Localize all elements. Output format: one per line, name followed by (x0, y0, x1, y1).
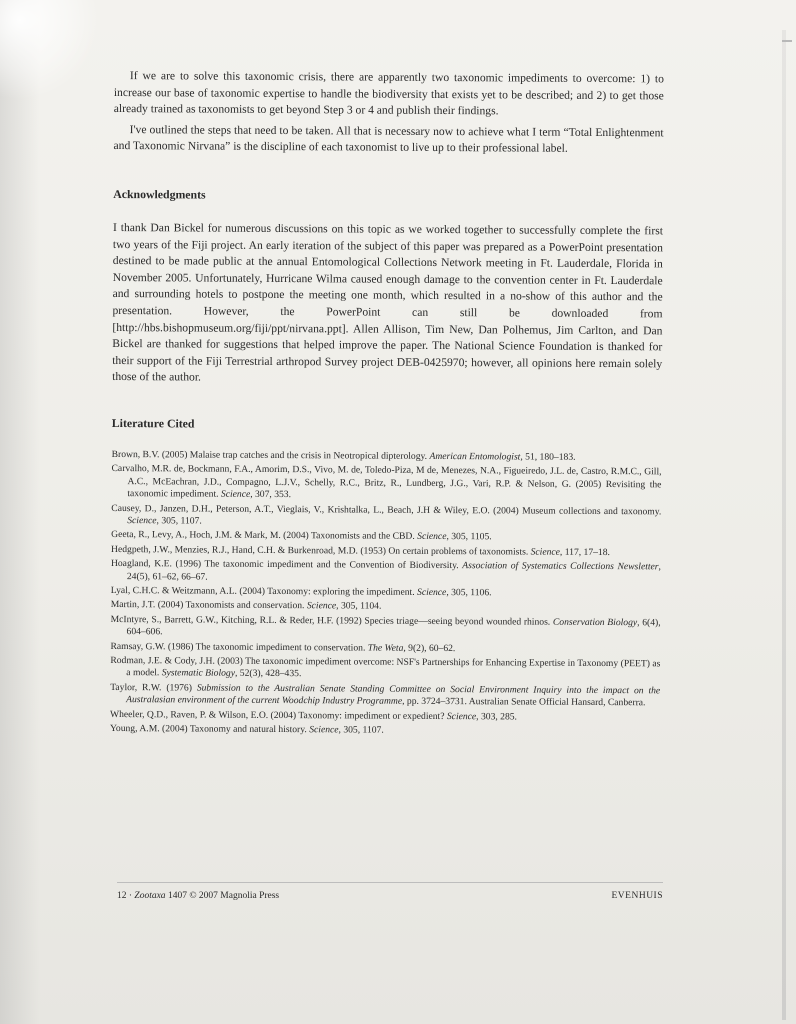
page-edge (782, 30, 786, 1020)
reference-details: , 305, 1105. (446, 531, 492, 543)
reference-list (110, 449, 662, 739)
reference-entry (111, 529, 661, 545)
reference-entry (110, 682, 660, 710)
reference-source: Science (417, 531, 447, 543)
reference-details: , 9(2), 60–62. (403, 642, 456, 654)
reference-details: , 117, 17–18. (559, 546, 610, 558)
reference-text: Causey, D., Janzen, D.H., Peterson, A.T., Vieglais, V., Krishtalka, L., Beach, J.H & Wiley, E.O. (2004) Museum collections and taxonomy. (111, 502, 662, 517)
acknowledgments-heading: Acknowledgments (113, 186, 206, 202)
reference-source: Science (530, 546, 560, 558)
page-footer (117, 882, 663, 901)
reference-source: Conservation Biology (552, 616, 638, 628)
page-content (110, 68, 664, 741)
reference-details: , 24(5), 61–62, 66–67. (126, 561, 661, 583)
reference-details: , pp. 3724–3731. Australian Senate Official Hansard, Canberra. (402, 695, 646, 709)
reference-text: Hedgpeth, J.W., Menzies, R.J., Hand, C.H. & Burkenroad, M.D. (1953) On certain problems of taxonomists. (111, 543, 531, 558)
reference-entry (110, 641, 660, 657)
reference-text: Brown, B.V. (2005) Malaise trap catches and the crisis in Neotropical dipterology. (111, 448, 430, 462)
reference-entry (110, 723, 660, 739)
reference-entry (111, 463, 661, 504)
reference-details: , 307, 353. (250, 488, 292, 501)
footer-citation (117, 891, 279, 901)
reference-entry (111, 558, 661, 586)
reference-source: Science (309, 724, 339, 736)
reference-source: Submission to the Australian Senate Standing Committee on Social Environment Inquiry into the impact on the Australasian environment of the current Woodchip Industry Programme (126, 682, 661, 707)
reference-details: , 305, 1106. (446, 587, 492, 599)
literature-cited-heading: Literature Cited (111, 415, 195, 431)
reference-text: Lyal, C.H.C. & Weitzmann, A.L. (2004) Taxonomy: exploring the impediment. (110, 584, 418, 598)
footer-separator: · (128, 891, 133, 901)
reference-source: Science (220, 488, 251, 500)
acknowledgments-text: I thank Dan Bickel for numerous discussions on this topic as we worked together to successfully complete the first two years of the Fiji project. An early iteration of the subject of this paper was prepared as a PowerPoint presentation destined to be made public at the annual Entomological Collections Network meeting in Ft. Lauderdale, Florida in November 2005. Unfortunately, Hurricane Wilma caused enough damage to the convention center in Ft. Lauderdale and surrounding hotels to postpone the meeting one month, which resulted in a no-show of this author and the presentation. However, the PowerPoint can still be downloaded from [http://hbs.bishopmuseum.org/fiji/ppt/nirvana.ppt]. Allen Allison, Tim New, Dan Polhemus, Jim Carlton, and Dan Bickel are thanked for suggestions that helped improve the paper. The National Science Foundation is thanked for their support of the Fiji Terrestrial arthropod Survey project DEB-0425970; however, all opinions here remain solely those of the author. (112, 220, 664, 384)
reference-source: Science (127, 515, 157, 527)
reference-text: Rodman, J.E. & Cody, J.H. (2003) The taxonomic impediment overcome: NSF's Partnerships for Enhancing Expertise in Taxonomy (PEET) as a model. (110, 654, 661, 679)
reference-details: , 52(3), 428–435. (234, 668, 302, 680)
reference-text: Young, A.M. (2004) Taxonomy and natural history. (109, 723, 310, 736)
reference-source: Association of Systematics Collections Newsletter (462, 560, 659, 573)
reference-entry (112, 449, 662, 465)
page-number: 12 (117, 891, 127, 901)
light-glare (0, 0, 100, 100)
edge-mark (782, 40, 792, 42)
reference-entry (111, 614, 661, 642)
journal-name: Zootaxa (134, 891, 166, 901)
reference-source: Science (306, 600, 337, 612)
reference-source: The Weta (367, 642, 404, 654)
reference-entry (110, 709, 660, 725)
running-head-author: EVENHUIS (611, 891, 663, 901)
reference-source: Systematic Biology (161, 667, 236, 680)
body-paragraph-1: If we are to solve this taxonomic crisis, there are apparently two taxonomic impediments to overcome: 1) to increase our base of taxonomic expertise to handle the biodiversity that exists yet to be described; and 2) to get those already trained as taxonomists to get beyond Step 3 or 4 and publish their findings. (113, 69, 664, 118)
reference-details: , 303, 285. (476, 710, 518, 723)
reference-text: Martin, J.T. (2004) Taxonomists and conservation. (110, 599, 307, 612)
reference-text: Geeta, R., Levy, A., Hoch, J.M. & Mark, M. (2004) Taxonomists and the CBD. (111, 529, 418, 543)
reference-text: Taylor, R.W. (1976) (110, 681, 197, 694)
reference-entry (111, 585, 661, 601)
reference-details: , 51, 180–183. (520, 451, 576, 463)
reference-source: American Entomologist (429, 450, 521, 463)
reference-entry (111, 544, 661, 560)
reference-details: , 305, 1107. (338, 724, 384, 736)
footer-volume-copyright: 1407 © 2007 Magnolia Press (167, 891, 280, 901)
reference-entry (111, 503, 661, 531)
reference-entry (110, 655, 660, 683)
body-paragraph-2: I've outlined the steps that need to be taken. All that is necessary now to achieve what I term “Total Enlightenment and Taxonomic Nirvana” is the discipline of each taxonomist to live up to their professional label. (113, 122, 664, 156)
reference-text: Hoagland, K.E. (1996) The taxonomic impediment and the Convention of Biodiversity. (110, 558, 463, 572)
reference-source: Science (417, 586, 447, 599)
reference-text: Ramsay, G.W. (1986) The taxonomic impediment to conservation. (110, 640, 368, 654)
reference-details: , 6(4), 604–606. (126, 616, 661, 638)
reference-text: Wheeler, Q.D., Raven, P. & Wilson, E.O. (2004) Taxonomy: impediment or expedient? (110, 708, 447, 722)
page-shadow (0, 0, 40, 1024)
reference-details: , 305, 1107. (156, 515, 202, 527)
reference-text: Carvalho, M.R. de, Bockmann, F.A., Amorim, D.S., Vivo, M. de, Toledo-Piza, M de, Menezes, N.A., Figueiredo, J.L. de, Castro, R.M.C., Gill, A.C., McEachran, J.D., Compagno, L.J.V., Schelly, R.C., Britz, R., Lundberg, J.G., Vari, R.P. & Nelson, G. (2005) Revisiting the taxonomic impediment. (111, 463, 662, 500)
reference-details: , 305, 1104. (336, 600, 382, 613)
reference-text: McIntyre, S., Barrett, G.W., Kitching, R.L. & Reder, H.F. (1992) Species triage—seeing beyond wounded rhinos. (110, 613, 553, 628)
reference-entry (111, 599, 661, 615)
reference-source: Science (446, 710, 477, 722)
